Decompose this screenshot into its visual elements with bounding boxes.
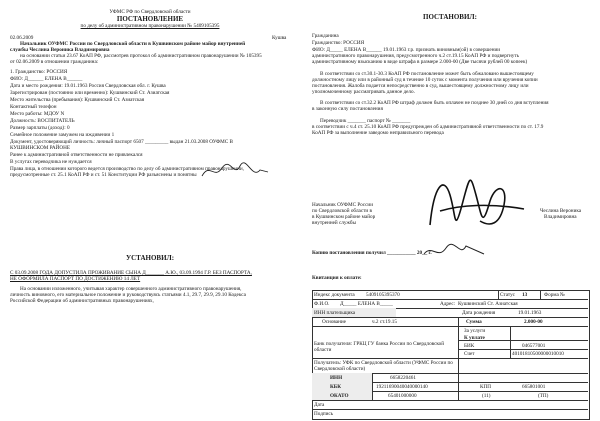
intro-line-4: от 02.06.2009 в отношении гражданина: (10, 59, 99, 65)
kpp-value: 665801001 (522, 384, 546, 390)
chief-line-4: внутренней службы (312, 220, 357, 226)
resolved-intro-2: Гражданство: РОССИЯ (312, 40, 365, 46)
resolved-intro-4: административного правонарушения, предусмотренного ч.2 ст.19.15 КоАП РФ и подвергнуть (312, 53, 520, 59)
resolved-intro-5: административному взысканию в виде штрафа в размере 2.000-00 (Две тысячи рублей 00 копеек) (312, 59, 528, 65)
fio-label: Ф.И.О. (314, 301, 330, 307)
sum-value: 2.000-00 (524, 319, 543, 325)
intro-line-2: службы Чеслина Вероника Владимировна (10, 47, 110, 53)
translator-line-3: КоАП РФ за выполнение заведомо неправильного перевода (312, 130, 444, 136)
date-label: Дата (314, 402, 325, 408)
index-label: Индекс документа (314, 292, 355, 298)
status-value: 13 (522, 292, 528, 298)
resolved-title: ПОСТАНОВИЛ: (423, 13, 477, 21)
field-birth: Дата и место рождения: 19.01.1963 Россия Свердловская обл. г. Кушва (10, 83, 166, 89)
address-label: Адрес: (440, 301, 456, 307)
chief-name-2: Владимировна (544, 214, 577, 220)
kbk-value: 19211690040040000140 (376, 384, 428, 390)
index-value: 5409105395370 (366, 292, 400, 298)
receipt-title: Квитанция к оплате: (312, 275, 362, 281)
appeal-line-3: постановления. Жалоба подается непосредственно в суд, вышестоящему должностному лицу или (312, 83, 529, 89)
field-document: Документ, удостоверяющий личность: личный паспорт 6507 _________ выдан 21.03.2008 ОУФМС В (10, 139, 233, 145)
okato-value: 65401000000 (388, 393, 417, 399)
inn-label: ИНН (330, 375, 343, 381)
field-prior: Ранее к административной ответственности не привлекался (10, 152, 143, 158)
account-value: 40101810500000010010 (512, 351, 564, 357)
sign-label: Подпись (314, 411, 334, 417)
finding-line-1: С 03.09.2008 ГОДА ДОПУСТИЛА ПРОЖИВАНИЕ СЫНА Д_______ А.Ю., 03.09.1994 Г.Р. БЕЗ ПАСПОРТА, (10, 270, 252, 276)
birth-value: 19.01.1963 (518, 310, 542, 316)
field-work: Место работы: МДОУ N (10, 111, 65, 117)
field-family: Семейное положение замужем на иждивении 1 (10, 132, 115, 138)
translator-line-1: Переводчик _______ паспорт № _______ (320, 118, 411, 124)
agency-name: УФМС РФ по Свердловской области (109, 9, 191, 15)
conclusion-line-3: Российской Федерации об административных правонарушениях, (10, 298, 154, 304)
address-value: Кушвинский Ст. Азиатская (458, 301, 518, 307)
payer-inn-label: ИНН плательщика (314, 310, 356, 316)
field-fio: ФИО: Д______ ЕЛЕНА В______ (10, 76, 83, 82)
field-translator: В услугах переводчика не нуждается (10, 159, 92, 165)
chief-line-1: Начальник ОУФМС России (312, 202, 373, 208)
appeal-line-1: В соответствии со ст.30.1-30.3 КоАП РФ постановление может быть обжаловано вышестоящему (320, 71, 534, 77)
field-document-issuer: КУШВИНСКОМ РАЙОНЕ (10, 145, 71, 151)
field-registration: Зарегистрирован (постоянно или временно): Кушвинский Ст. Азиатская (10, 90, 170, 96)
left-signature (200, 160, 270, 182)
copy-received: Копию постановления получил ___________ 20__ г. (312, 250, 432, 256)
sum-label: Сумма (466, 319, 482, 325)
resolved-intro-3: ФИО: Д_____ ЕЛЕНА В______ 19.01.1963 г.р. признать виновным(ой) в совершении (312, 47, 501, 53)
intro-line-3: на основании статьи 23.67 КоАП РФ, рассмотрев протокол об административном правонарушении № 105395 (20, 53, 262, 59)
intro-line-1: Начальник ОУФМС России по Свердловской области в Кушвинском районе майор внутренней (20, 41, 246, 47)
copy-signature (420, 240, 490, 262)
status-label: Статус (500, 292, 515, 298)
inn-value: 6658220461 (390, 375, 416, 381)
bank-label: Банк получателя: ГРКЦ ГУ банка России по Свердловской области (314, 341, 445, 353)
bik-value: 046577001 (522, 343, 546, 349)
field-rights-1: Права лица, в отношении которого ведется производство по делу об административном правонарушении, (10, 166, 244, 172)
conclusion-line-1: На основании изложенного, учитывая характер совершенного административного правонарушения, (20, 286, 242, 292)
kpp-label: КПП (480, 384, 491, 390)
chief-name-1: Чеслина Вероника (540, 208, 582, 214)
basis-label: Основание (322, 319, 346, 325)
field-residence: Место жительства (пребывания): Кушвинский Ст. Азиатская (10, 97, 145, 103)
fio-value: Д_____ ЕЛЕНА В_____ (340, 301, 393, 307)
chief-line-2: по Свердловской области в (312, 208, 372, 214)
code2-label: (ТП) (538, 393, 549, 399)
document-title: ПОСТАНОВЛЕНИЕ (116, 15, 184, 23)
fee-label: За услуги (464, 328, 486, 334)
document-subtitle: по делу об административном правонарушении № 5409105395 (80, 23, 220, 29)
recipient-label: Получатель: УФК по Свердловской области (УФМС России по Свердловской области) (314, 360, 453, 372)
appeal-line-2: должностному лицу или в районный суд в течение 10 суток с момента получения или вручения копии (312, 77, 538, 83)
conclusion-line-2: личность виновного, его материальное положение и руководствуясь статьями 4.1, 29.7, 29.9, 29.10 Кодекса (10, 292, 246, 298)
field-position: Должность: ВОСПИТАТЕЛЬ (10, 118, 75, 124)
okato-label: ОКАТО (330, 393, 349, 399)
field-phone: Контактный телефон (10, 104, 57, 110)
right-page (300, 0, 600, 421)
translator-line-2: в соответствии с ч.4 ст. 25.10 КоАП РФ предупрежден об административной ответственности по ст. 17.9 (312, 124, 544, 130)
field-rights-2: предусмотренные ст. 25.1 КоАП РФ и ст. 51 Конституции РФ разъяснены и понятны (10, 172, 197, 178)
document-date: 02.06.2009 (10, 35, 34, 41)
field-citizenship: 1. Гражданство: РОССИЯ (10, 69, 68, 75)
kbk-label: КБК (330, 384, 341, 390)
basis-value: ч.2 ст.19.15 (372, 319, 397, 325)
appeal-line-4: уполномоченному рассматривать данное дело. (312, 89, 415, 95)
established-title: УСТАНОВИЛ: (125, 254, 175, 262)
field-salary: Размер зарплаты (доход): 0 (10, 125, 70, 131)
chief-line-3: в Кушвинском районе майор (312, 214, 376, 220)
form-label: Форма № (544, 292, 566, 298)
payment-term-2: в законную силу постановления (312, 106, 383, 112)
birth-label: Дата рождения (462, 310, 496, 316)
finding-line-2: НЕ ОФОРМИЛА ПАСПОРТ ПО ДОСТИЖЕНИЮ 14 ЛЕТ (10, 276, 141, 282)
chief-signature (420, 165, 530, 245)
document-city: Кушва (272, 35, 287, 41)
total-label: К уплате (464, 335, 485, 341)
payment-term-1: В соответствии со ст.32.2 КоАП РФ штраф должен быть оплачен не позднее 30 дней со дня вступления (320, 100, 549, 106)
account-label: Счет (464, 351, 475, 357)
bik-label: БИК (464, 343, 475, 349)
code-label: (11) (482, 393, 491, 399)
resolved-intro-1: Гражданина (312, 33, 339, 39)
